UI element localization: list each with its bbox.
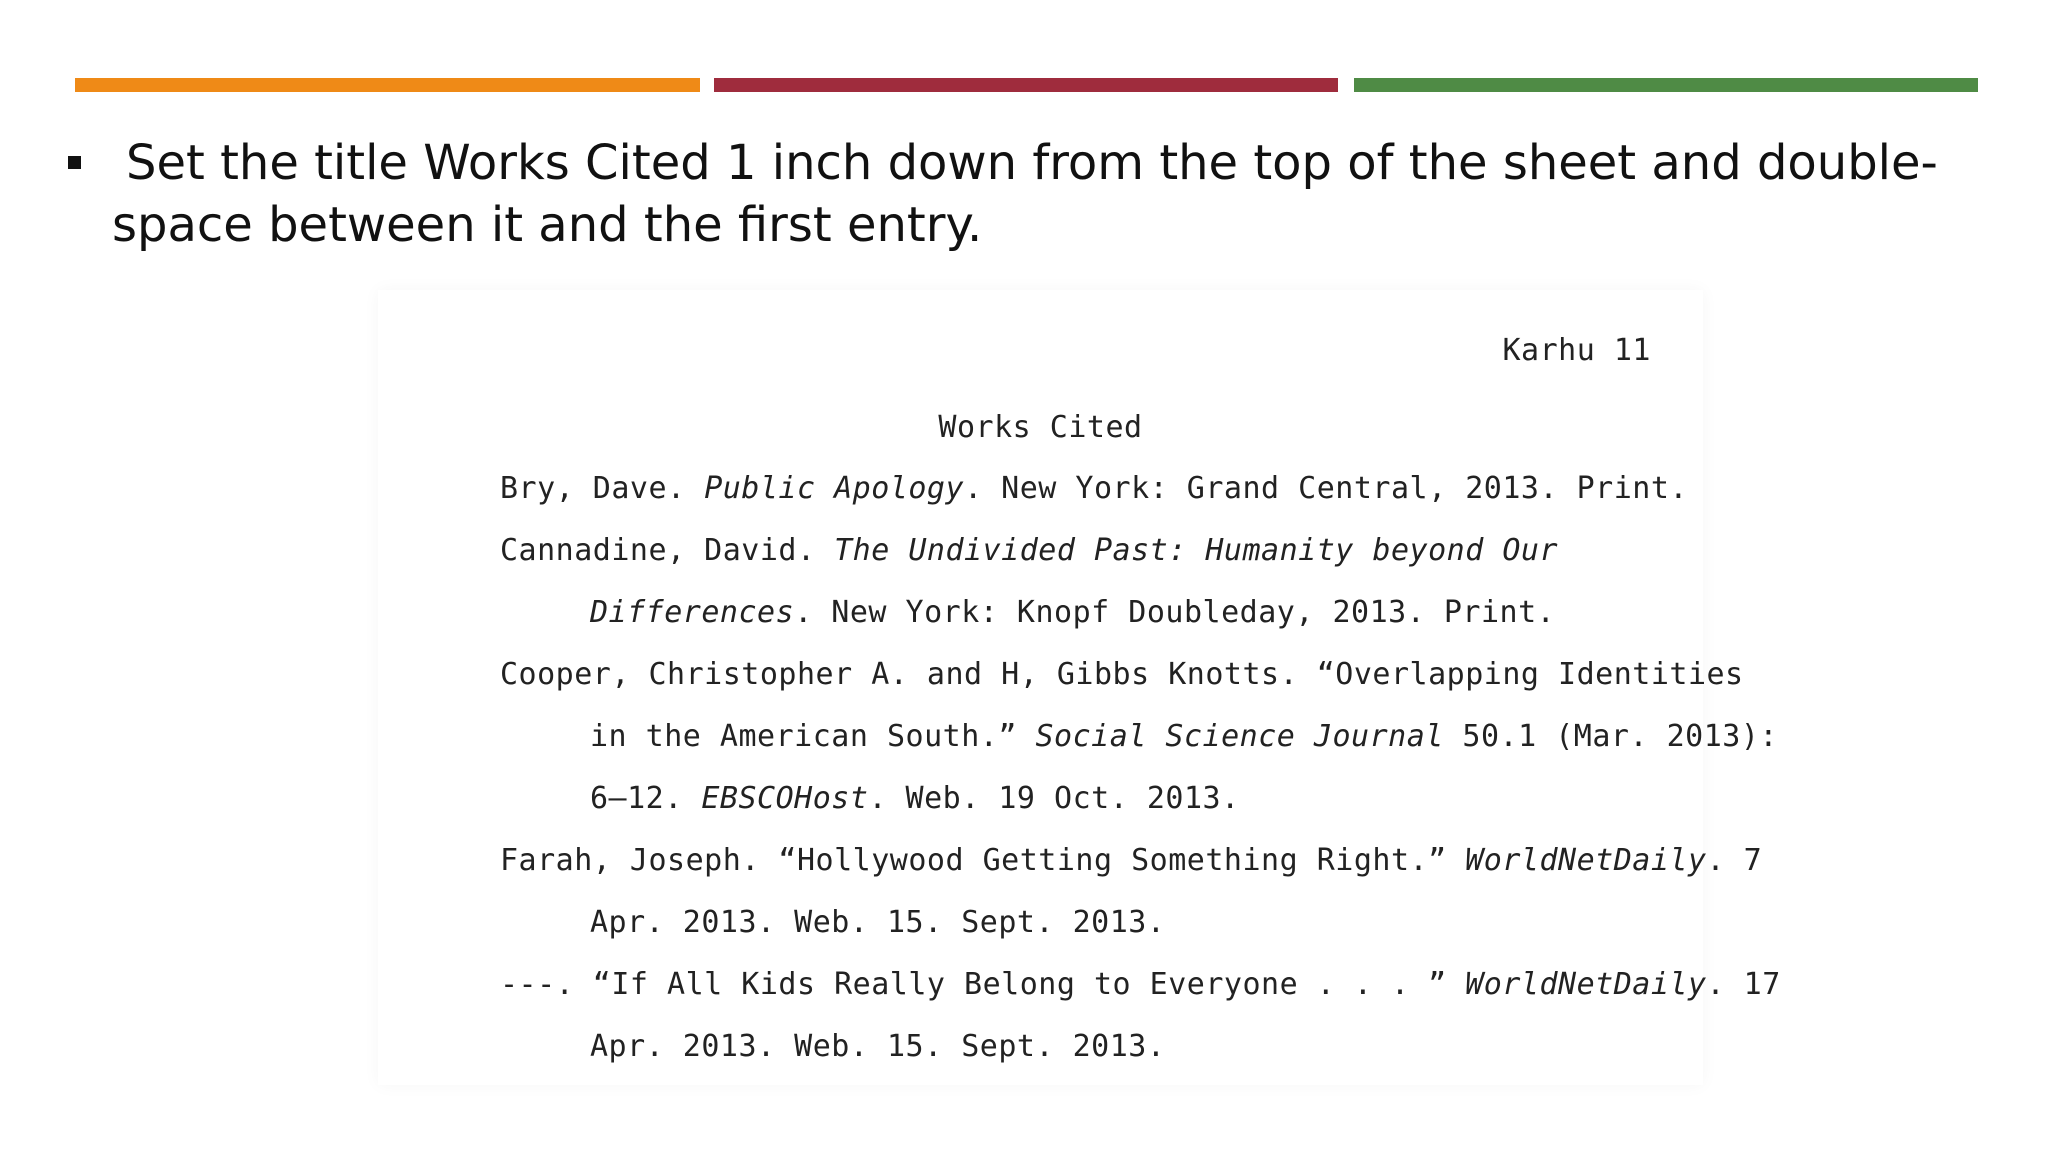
entry-5-line-1 (500, 967, 1781, 1002)
entry-italic-title: WorldNetDaily (1465, 843, 1707, 878)
entry-2-line-1 (500, 533, 1558, 568)
entry-text: Cooper, Christopher A. and H, Gibbs Knotts. “Overlapping Identities (500, 657, 1744, 692)
entry-text: Cannadine, David. (500, 533, 835, 568)
entry-3-line-3 (590, 781, 1240, 816)
entry-1-line-1 (500, 471, 1688, 506)
entry-text: . New York: Grand Central, 2013. Print. (964, 471, 1688, 506)
entry-text: Bry, Dave. (500, 471, 705, 506)
entry-3-line-2 (590, 719, 1778, 754)
entry-text: . 7 (1706, 843, 1763, 878)
entry-4-line-1 (500, 843, 1762, 878)
entry-text: 50.1 (Mar. 2013): (1443, 719, 1778, 754)
works-cited-title: Works Cited (938, 410, 1143, 445)
red-accent-bar (714, 78, 1338, 92)
entry-text: . New York: Knopf Doubleday, 2013. Print. (794, 595, 1556, 630)
square-bullet-icon (68, 156, 81, 169)
orange-accent-bar (75, 78, 700, 92)
entry-text: Apr. 2013. Web. 15. Sept. 2013. (590, 905, 1166, 940)
entry-text: 6–12. (590, 781, 702, 816)
entry-text: . 17 (1706, 967, 1781, 1002)
entry-text: ---. “If All Kids Really Belong to Everyone . . . ” (500, 967, 1466, 1002)
entry-text: Apr. 2013. Web. 15. Sept. 2013. (590, 1029, 1166, 1064)
entry-text: Farah, Joseph. “Hollywood Getting Something Right.” (500, 843, 1466, 878)
entry-2-line-2 (590, 595, 1555, 630)
page-number: Karhu 11 (1502, 333, 1651, 368)
entry-italic-title: WorldNetDaily (1465, 967, 1707, 1002)
entry-3-line-1 (500, 657, 1744, 692)
entry-italic-title: Social Science Journal (1035, 719, 1444, 754)
entry-4-line-2 (590, 905, 1165, 940)
entry-italic-title: The Undivided Past: Humanity beyond Our (834, 533, 1559, 568)
entry-text: in the American South.” (590, 719, 1036, 754)
entry-italic-title: Public Apology (704, 471, 965, 506)
instruction-text: Set the title Works Cited 1 inch down from the top of the sheet and double-space between it and the first entry. (112, 135, 1938, 253)
green-accent-bar (1354, 78, 1978, 92)
entry-italic-title: EBSCOHost (701, 781, 869, 816)
entry-5-line-2 (590, 1029, 1165, 1064)
entry-text: . Web. 19 Oct. 2013. (868, 781, 1240, 816)
works-cited-page-image (378, 290, 1781, 1085)
entry-italic-title: Differences (590, 595, 795, 630)
